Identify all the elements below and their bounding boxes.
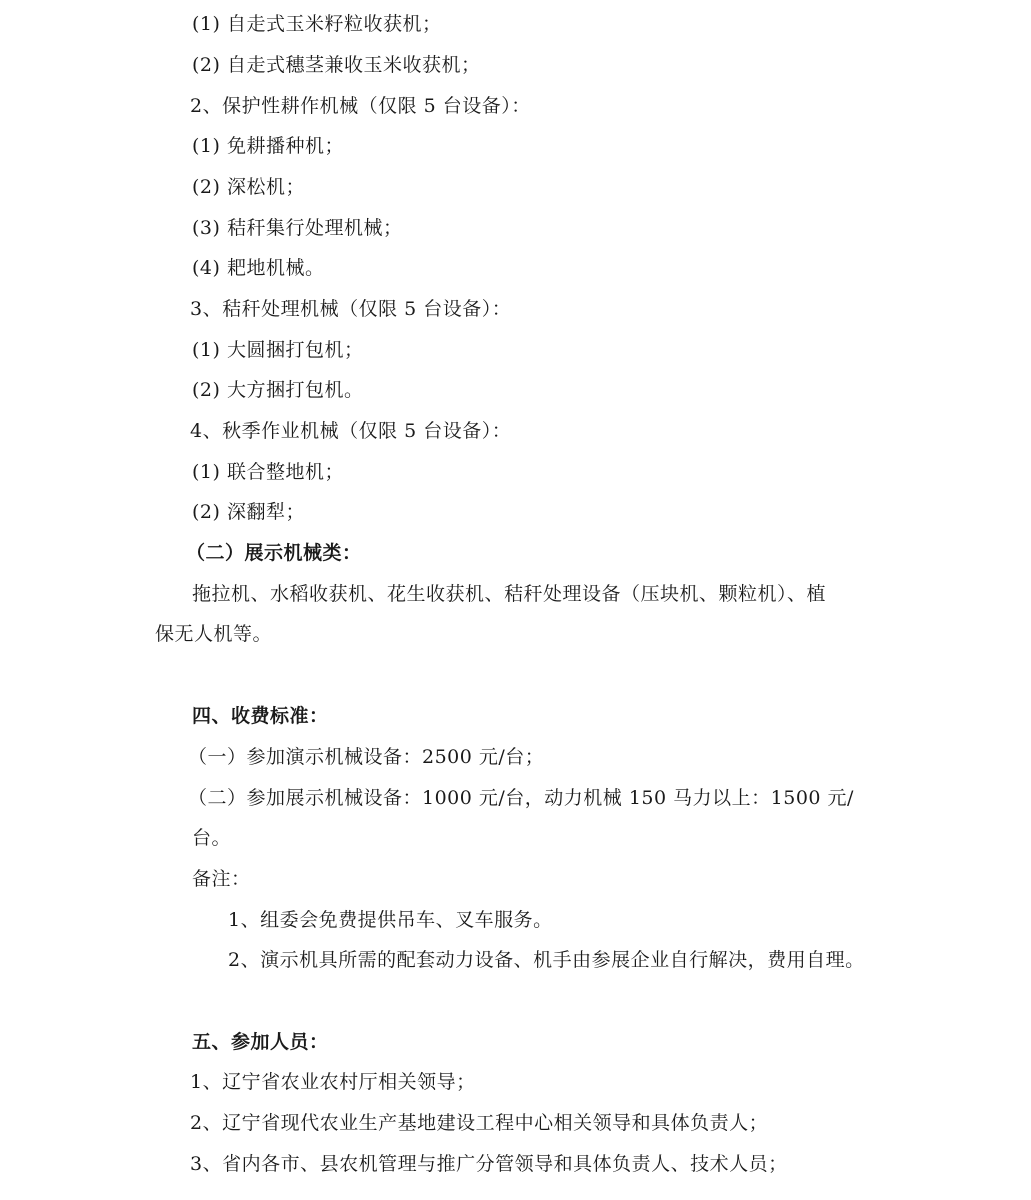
paragraph-line: 保无人机等。 <box>155 623 273 645</box>
list-item: 2、辽宁省现代农业生产基地建设工程中心相关领导和具体负责人； <box>190 1112 769 1134</box>
list-item: （一）参加演示机械设备：2500 元/台； <box>188 746 545 768</box>
list-item: (2) 自走式穗茎兼收玉米收获机； <box>192 54 481 76</box>
section-heading-participants: 五、参加人员： <box>192 1031 329 1053</box>
list-item: (1) 联合整地机； <box>192 461 344 483</box>
list-item: (4) 耙地机械。 <box>192 257 325 279</box>
list-item: 1、辽宁省农业农村厅相关领导； <box>190 1071 476 1093</box>
list-item: (2) 大方捆打包机。 <box>192 379 364 401</box>
list-heading: 3、秸秆处理机械（仅限 5 台设备）： <box>190 298 512 320</box>
list-item: (1) 免耕播种机； <box>192 135 344 157</box>
note-item: 1、组委会免费提供吊车、叉车服务。 <box>228 909 553 931</box>
list-heading: 2、保护性耕作机械（仅限 5 台设备）： <box>190 95 531 117</box>
list-heading: 4、秋季作业机械（仅限 5 台设备）： <box>190 420 512 442</box>
list-item: 台。 <box>192 827 232 849</box>
list-item: (2) 深翻犁； <box>192 501 305 523</box>
list-item: (3) 秸秆集行处理机械； <box>192 217 403 239</box>
note-item: 2、演示机具所需的配套动力设备、机手由参展企业自行解决，费用自理。 <box>228 949 865 971</box>
list-item: (1) 自走式玉米籽粒收获机； <box>192 13 442 35</box>
list-item: 3、省内各市、县农机管理与推广分管领导和具体负责人、技术人员； <box>190 1153 788 1175</box>
note-label: 备注： <box>192 868 251 890</box>
list-item: （二）参加展示机械设备：1000 元/台，动力机械 150 马力以上：1500 元/ <box>188 787 854 809</box>
section-heading-fees: 四、收费标准： <box>192 705 329 727</box>
paragraph-line: 拖拉机、水稻收获机、花生收获机、秸秆处理设备（压块机、颗粒机）、植 <box>192 583 827 605</box>
list-item: (1) 大圆捆打包机； <box>192 339 364 361</box>
list-item: (2) 深松机； <box>192 176 305 198</box>
section-heading-display: （二）展示机械类： <box>186 542 362 564</box>
